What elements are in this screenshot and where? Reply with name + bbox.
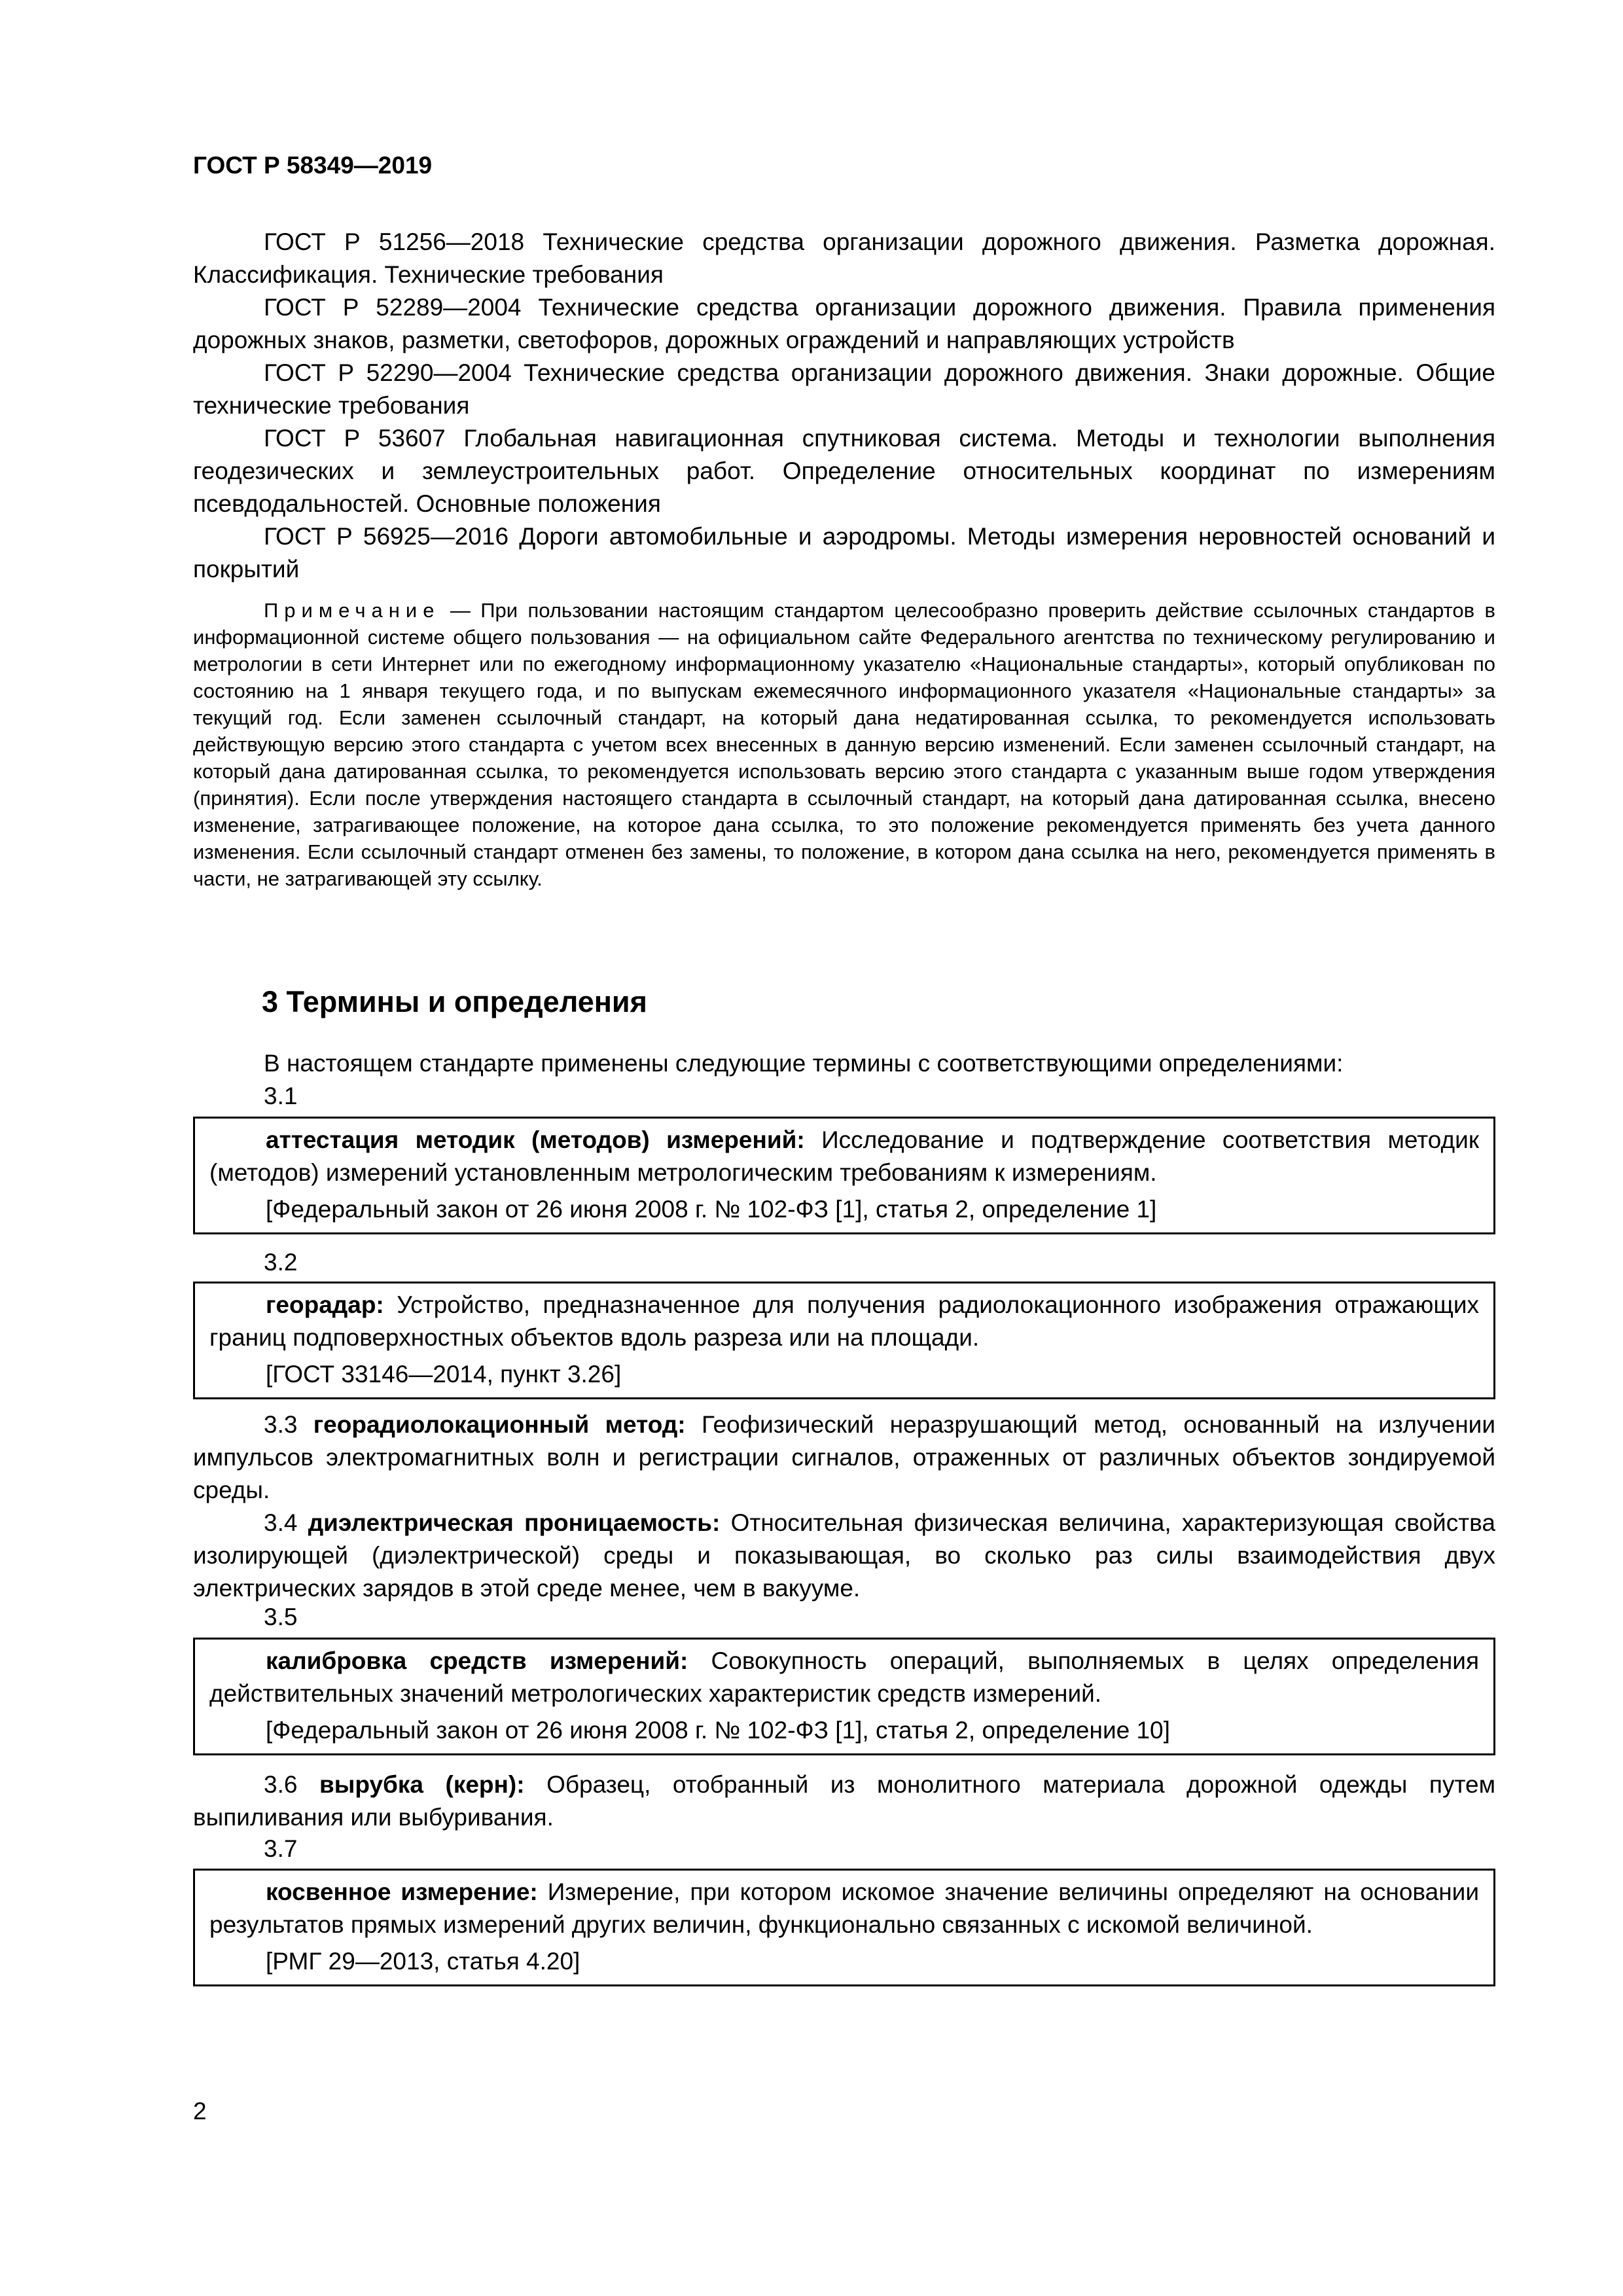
term-name: георадиолокационный метод: xyxy=(313,1411,686,1438)
page-number: 2 xyxy=(193,2098,207,2125)
term-name: вырубка (керн): xyxy=(319,1771,525,1798)
term-name: георадар: xyxy=(266,1291,384,1318)
term-text: Относительная физическая величина, характеризующая свойства изолирующей (диэлектрической) среды и показывающая, во сколько раз силы взаимодействия двух электрических зарядов в этой среде менее, чем в вакууме. xyxy=(193,1509,1495,1602)
reference-item: ГОСТ Р 52290—2004 Технические средства организации дорожного движения. Знаки дорожные. Общие технические требования xyxy=(193,359,1495,419)
term-name: калибровка средств измерений: xyxy=(266,1647,688,1674)
term-text: Измерение, при котором искомое значение величины определяют на основании результатов прямых измерений других величин, функционально связанных с искомой величиной. xyxy=(209,1878,1479,1938)
note-label: Примечание xyxy=(264,599,440,622)
note-text: — При пользовании настоящим стандартом целесообразно проверить действие ссылочных стандартов в информационной системе общего пользования — на официальном сайте Федерального агентства по техническому регулированию и метрологии в сети Интернет или по ежегодному информационному указателю «Национальные стандарты», который опубликован по состоянию на 1 января текущего года, и по выпускам ежемесячного информационного указателя «Национальные стандарты» за текущий год. Если заменен ссылочный стандарт, на который дана недатированная ссылка, то рекомендуется использовать действующую версию этого стандарта с учетом всех внесенных в данную версию изменений. Если заменен ссылочный стандарт, на который дана датированная ссылка, то рекомендуется использовать версию этого стандарта с указанным выше годом утверждения (принятия). Если после утверждения настоящего стандарта в ссылочный стандарт, на который дана датированная ссылка, внесено изменение, затрагивающее положение, на которое дана ссылка, то это положение рекомендуется применять без учета данного изменения. Если ссылочный стандарт отменен без замены, то положение, в котором дана ссылка на него, рекомендуется применять в части, не затрагивающей эту ссылку. xyxy=(193,599,1495,890)
term-text: Совокупность операций, выполняемых в целях определения действительных значений метрологических характеристик средств измерений. xyxy=(209,1647,1479,1707)
term-3-4 xyxy=(193,1507,1495,1605)
term-definition xyxy=(209,1876,1479,1941)
term-number: 3.7 xyxy=(264,1835,298,1862)
term-name: аттестация методик (методов) измерений: xyxy=(266,1126,805,1153)
reference-item: ГОСТ Р 56925—2016 Дороги автомобильные и аэродромы. Методы измерения неровностей оснований и покрытий xyxy=(193,523,1495,583)
term-number: 3.5 xyxy=(264,1604,298,1630)
term-definition xyxy=(209,1124,1479,1189)
term-number: 3.2 xyxy=(264,1249,298,1276)
term-number: 3.1 xyxy=(264,1083,298,1109)
reference-note xyxy=(193,597,1495,892)
reference-item: ГОСТ Р 53607 Глобальная навигационная спутниковая система. Методы и технологии выполнения геодезических и землеустроительных работ. Определение относительных координат по измерениям псевдодальностей. Основные положения xyxy=(193,425,1495,517)
term-number: 3.3 xyxy=(264,1411,298,1438)
term-source: [ГОСТ 33146—2014, пункт 3.26] xyxy=(266,1361,622,1388)
normative-references-list xyxy=(193,226,1495,586)
term-text: Образец, отобранный из монолитного материала дорожной одежды путем выпиливания или выбуривания. xyxy=(193,1771,1496,1831)
term-3-6 xyxy=(193,1768,1495,1834)
term-source: [РМГ 29—2013, статья 4.20] xyxy=(266,1948,580,1975)
term-text: Устройство, предназначенное для получения радиолокационного изображения отражающих границ подповерхностных объектов вдоль разреза или на площади. xyxy=(209,1291,1479,1351)
term-name: диэлектрическая проницаемость: xyxy=(308,1509,721,1536)
term-box-3-2 xyxy=(193,1282,1495,1399)
term-text: Геофизический неразрушающий метод, основанный на излучении импульсов электромагнитных волн и регистрации сигналов, отраженных от различных объектов зондируемой среды. xyxy=(193,1411,1496,1503)
reference-item: ГОСТ Р 51256—2018 Технические средства организации дорожного движения. Разметка дорожная. Классификация. Технические требования xyxy=(193,228,1495,288)
section-intro: В настоящем стандарте применены следующие термины с соответствующими определениями: xyxy=(264,1050,1344,1077)
document-header-code: ГОСТ Р 58349—2019 xyxy=(193,152,433,179)
term-source: [Федеральный закон от 26 июня 2008 г. № 102-ФЗ [1], статья 2, определение 1] xyxy=(266,1196,1157,1223)
term-3-3 xyxy=(193,1408,1495,1507)
term-definition xyxy=(209,1289,1479,1354)
term-text: Исследование и подтверждение соответствия методик (методов) измерений установленным метрологическим требованиям к измерениям. xyxy=(209,1126,1480,1186)
reference-item: ГОСТ Р 52289—2004 Технические средства организации дорожного движения. Правила применения дорожных знаков, разметки, светофоров, дорожных ограждений и направляющих устройств xyxy=(193,294,1495,353)
term-definition xyxy=(209,1645,1479,1710)
term-box-3-5 xyxy=(193,1638,1495,1755)
term-box-3-1 xyxy=(193,1117,1495,1234)
term-number: 3.4 xyxy=(264,1509,298,1536)
term-source: [Федеральный закон от 26 июня 2008 г. № 102-ФЗ [1], статья 2, определение 10] xyxy=(266,1717,1170,1744)
term-number: 3.6 xyxy=(264,1771,298,1798)
term-name: косвенное измерение: xyxy=(266,1878,538,1905)
term-box-3-7 xyxy=(193,1869,1495,1986)
section-title: 3 Термины и определения xyxy=(262,985,647,1018)
